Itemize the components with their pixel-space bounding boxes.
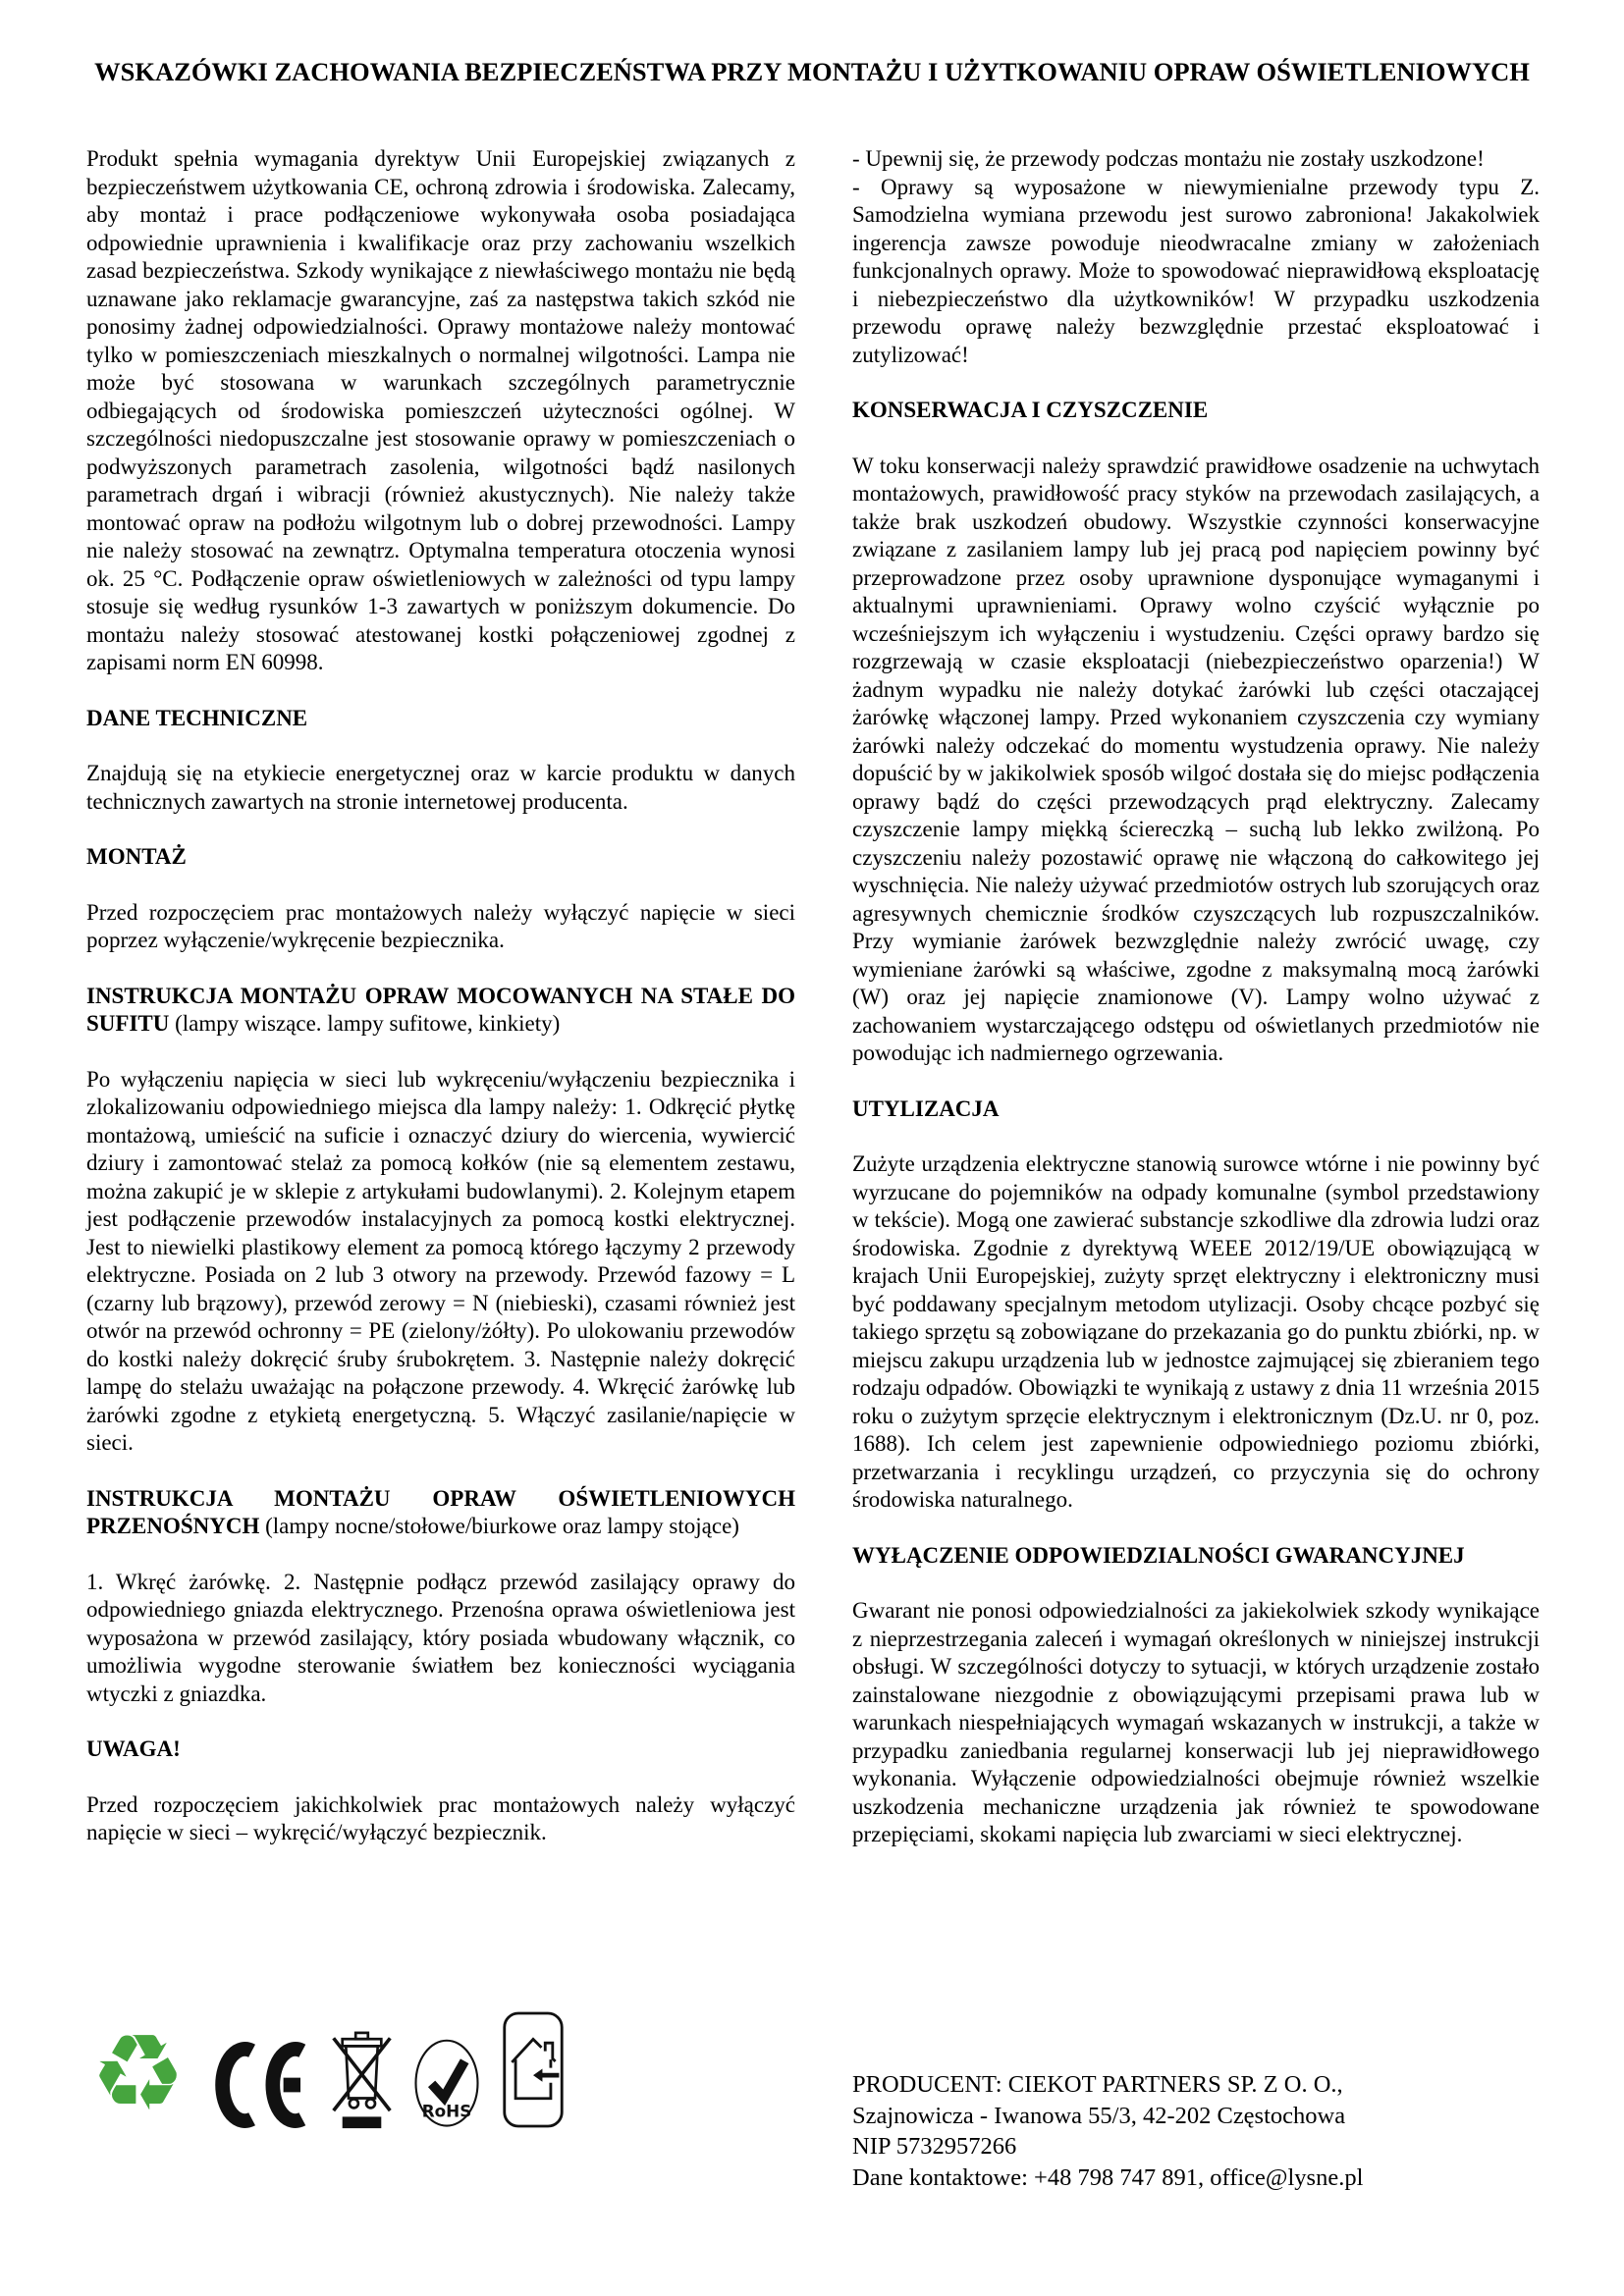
producer-line-contact: Dane kontaktowe: +48 798 747 891, office@lysne.pl — [852, 2163, 1364, 2191]
rohs-check-icon — [412, 2037, 481, 2130]
house-return-icon — [501, 2009, 566, 2130]
ce-mark-icon — [205, 2040, 311, 2130]
heading-uwaga: UWAGA! — [86, 1736, 181, 1761]
heading-instrukcja-sufit — [86, 983, 795, 1039]
heading-utylizacja: UTYLIZACJA — [852, 1095, 1000, 1121]
heading-instrukcja-sufit-bold: INSTRUKCJA MONTAŻU OPRAW MOCOWANYCH NA STAŁE DO SUFITU — [86, 983, 795, 1036]
paragraph-utylizacja: Zużyte urządzenia elektryczne stanowią surowce wtórne i nie powinny być wyrzucane do pojemników na odpady komunalne (symbol przedstawiony w tekście). Mogą one zawierać substancje szkodliwe dla zdrowia ludzi oraz środowiska. Zgodnie z dyrektywą WEEE 2012/19/UE obowiązującą w krajach Unii Europejskiej, zużyty sprzęt elektryczny i elektroniczny musi być poddawany specjalnym metodom utylizacji. Osoby chcące pozbyć się takiego sprzętu są zobowiązane do przekazania go do punktu zbiórki, np. w miejscu zakupu urządzenia lub w jednostce zajmującej się zbieraniem tego rodzaju odpadów. Obowiązki te wynikają z ustawy z dnia 11 września 2015 roku o zużytym sprzęcie elektrycznym i elektronicznym (Dz.U. nr 0, poz. 1688). Ich celem jest zapewnienie odpowiedniego poziomu zbiórki, przetwarzania i recyklingu urządzeń, co przyczynia się do ochrony środowiska naturalnego. — [852, 1151, 1540, 1512]
weee-crossed-bin-icon — [331, 2031, 393, 2130]
recycling-icon: ♻ — [90, 2012, 186, 2135]
bullet-przewody-uszkodzone: - Upewnij się, że przewody podczas montażu nie zostały uszkodzone! — [852, 146, 1485, 171]
heading-montaz: MONTAŻ — [86, 844, 187, 869]
intro-paragraph: Produkt spełnia wymagania dyrektyw Unii Europejskiej związanych z bezpieczeństwem użytkowania CE, ochroną zdrowia i środowiska. Zalecamy, aby montaż i prace podłączeniowe wykonywała osoba posiadająca odpowiednie uprawnienia i kwalifikacje oraz przy zachowaniu wszelkich zasad bezpieczeństwa. Szkody wynikające z niewłaściwego montażu nie będą uznawane jako reklamacje gwarancyjne, zaś za następstwa takich szkód nie ponosimy żadnej odpowiedzialności. Oprawy montażowe należy montować tylko w pomieszczeniach mieszkalnych o normalnej wilgotności. Lampa nie może być stosowana w warunkach szczególnych parametrycznie odbiegających od środowiska pomieszczeń użyteczności ogólnej. W szczególności niedopuszczalne jest stosowanie oprawy w pomieszczeniach o podwyższonych parametrach zasolenia, wilgotności bądź nasilonych parametrach drgań i wibracji (również akustycznych). Nie należy także montować opraw na podłożu wilgotnym lub o dobrej przewodności. Lampy nie należy stosować na zewnątrz. Optymalna temperatura otoczenia wynosi ok. 25 °C. Podłączenie opraw oświetleniowych w zależności od typu lampy stosuje się według rysunków 1-3 zawartych w poniższym dokumencie. Do montażu należy stosować atestowanej kostki połączeniowej zgodnej z zapisami norm EN 60998. — [86, 146, 795, 674]
certification-icons-row — [90, 1999, 566, 2135]
left-column — [86, 145, 795, 1875]
paragraph-dane-techniczne: Znajdują się na etykiecie energetycznej oraz w karcie produktu w danych technicznych zawartych na stronie internetowej producenta. — [86, 761, 795, 814]
producer-info — [852, 2069, 1363, 2193]
paragraph-uwaga: Przed rozpoczęciem jakichkolwiek prac montażowych należy wyłączyć napięcie w sieci – wykręcić/wyłączyć bezpiecznik. — [86, 1791, 795, 1844]
heading-dane-techniczne: DANE TECHNICZNE — [86, 705, 308, 730]
paragraph-instrukcja-przenosne: 1. Wkręć żarówkę. 2. Następnie podłącz przewód zasilający oprawy do odpowiedniego gniazda elektrycznego. Przenośna oprawa oświetleniowa jest wyposażona w przewód zasilający, który posiada wbudowany włącznik, co umożliwia wygodne sterowanie światłem bez konieczności wyciągania wtyczki z gniazdka. — [86, 1569, 795, 1706]
paragraph-montaz: Przed rozpoczęciem prac montażowych należy wyłączyć napięcie w sieci poprzez wyłączenie/wykręcenie bezpiecznika. — [86, 899, 795, 952]
heading-instrukcja-przenosne-note: (lampy nocne/stołowe/biurkowe oraz lampy stojące) — [259, 1514, 739, 1538]
producer-line-name: PRODUCENT: CIEKOT PARTNERS SP. Z O. O., — [852, 2071, 1343, 2098]
paragraph-konserwacja: W toku konserwacji należy sprawdzić prawidłowe osadzenie na uchwytach montażowych, prawidłowość pracy styków na przewodach zasilających, a także brak uszkodzeń obudowy. Wszystkie czynności konserwacyjne związane z zasilaniem lampy lub jej pracą pod napięciem powinny być przeprowadzone przez osoby uprawnione dysponujące wymaganymi i aktualnymi uprawnieniami. Oprawy wolno czyścić wyłącznie po wcześniejszym ich wyłączeniu i wystudzeniu. Części oprawy bardzo się rozgrzewają w czasie eksploatacji (niebezpieczeństwo oparzenia!) W żadnym wypadku nie należy dotykać żarówki lub części otaczającej żarówkę włączonej lampy. Przed wykonaniem czyszczenia czy wymiany żarówki należy odczekać do momentu wystudzenia oprawy. Nie należy dopuścić by w jakikolwiek sposób wilgoć dostała się do miejsc podłączenia oprawy bądź do części przewodzących prąd elektryczny. Zalecamy czyszczenie lampy miękką ściereczką – suchą lub lekko zwilżoną. Po czyszczeniu należy pozostawić oprawę nie włączoną do całkowitego jej wyschnięcia. Nie należy używać przedmiotów ostrych lub szorujących oraz agresywnych chemicznie środków czyszczących lub rozpuszczalników. Przy wymianie żarówek bezwzględnie należy zwrócić uwagę, czy wymieniane żarówki są właściwe, zgodne z maksymalną mocą żarówki (W) oraz jej napięcie znamionowe (V). Lampy wolno używać z zachowaniem wystarczającego odstępu od oświetlanych przedmiotów nie powodując ich nadmiernego ogrzewania. — [852, 453, 1540, 1065]
producer-line-address: Szajnowicza - Iwanowa 55/3, 42-202 Częstochowa — [852, 2102, 1346, 2129]
rohs-label: RoHS — [421, 2101, 472, 2121]
producer-line-nip: NIP 5732957266 — [852, 2133, 1017, 2160]
heading-instrukcja-przenosne-bold: INSTRUKCJA MONTAŻU OPRAW OŚWIETLENIOWYCH PRZENOŚNYCH — [86, 1485, 795, 1538]
right-column — [852, 145, 1540, 1877]
paragraph-wylaczenie-odpowiedzialnosci: Gwarant nie ponosi odpowiedzialności za jakiekolwiek szkody wynikające z nieprzestrzegania zaleceń i wymagań określonych w niniejszej instrukcji obsługi. W szczególności dotyczy to sytuacji, w których urządzenie zostało zainstalowane niezgodnie z obowiązującymi przepisami prawa lub w warunkach niespełniających wymagań wskazanych w instrukcji, a także w przypadku zaniedbania regularnej konserwacji lub jej nieprawidłowego wykonania. Wyłączenie odpowiedzialności obejmuje również wszelkie uszkodzenia mechaniczne urządzenia jak również te spowodowane przepięciami, skokami napięcia lub zwarciami w sieci elektrycznej. — [852, 1598, 1540, 1846]
heading-instrukcja-sufit-note: (lampy wiszące. lampy sufitowe, kinkiety) — [169, 1011, 561, 1036]
page-title: WSKAZÓWKI ZACHOWANIA BEZPIECZEŃSTWA PRZY MONTAŻU I UŻYTKOWANIU OPRAW OŚWIETLENIOWYCH — [94, 57, 1530, 86]
heading-instrukcja-przenosne — [86, 1485, 795, 1541]
heading-konserwacja: KONSERWACJA I CZYSZCZENIE — [852, 398, 1209, 422]
heading-wylaczenie-odpowiedzialnosci: WYŁĄCZENIE ODPOWIEDZIALNOŚCI GWARANCYJNEJ — [852, 1542, 1465, 1568]
paragraph-instrukcja-sufit: Po wyłączeniu napięcia w sieci lub wykręceniu/wyłączeniu bezpiecznika i zlokalizowaniu odpowiedniego miejsca dla lampy należy: 1. Odkręcić płytkę montażową, umieścić na suficie i oznaczyć dziury do wiercenia, wywiercić dziury i zamontować stelaż za pomocą kołków (nie są elementem zestawu, można zakupić je w sklepie z artykułami budowlanymi). 2. Kolejnym etapem jest podłączenie przewodów instalacyjnych za pomocą kostki elektrycznej. Jest to niewielki plastikowy element za pomocą którego łączymy 2 przewody elektryczne. Posiada on 2 lub 3 otwory na przewody. Przewód fazowy = L (czarny lub brązowy), przewód zerowy = N (niebieski), czasami również jest otwór na przewód ochronny = PE (zielony/żółty). Po ulokowaniu przewodów do kostki należy dokręcić śruby śrubokrętem. 3. Następnie należy dokręcić lampę do stelażu uważając na połączone przewody. 4. Wkręcić żarówkę lub żarówki zgodne z etykietą energetyczną. 5. Włączyć zasilanie/napięcie w sieci. — [86, 1066, 795, 1455]
bullet-przewody-typu-z: - Oprawy są wyposażone w niewymienialne przewody typu Z. Samodzielna wymiana przewodu jest surowo zabroniona! Jakakolwiek ingerencja zawsze powoduje nieodwracalne zmiany w założeniach funkcjonalnych oprawy. Może to spowodować nieprawidłową eksploatację i niebezpieczeństwo dla użytkowników! W przypadku uszkodzenia przewodu oprawę należy bezwzględnie przestać eksploatować i zutylizować! — [852, 174, 1540, 367]
